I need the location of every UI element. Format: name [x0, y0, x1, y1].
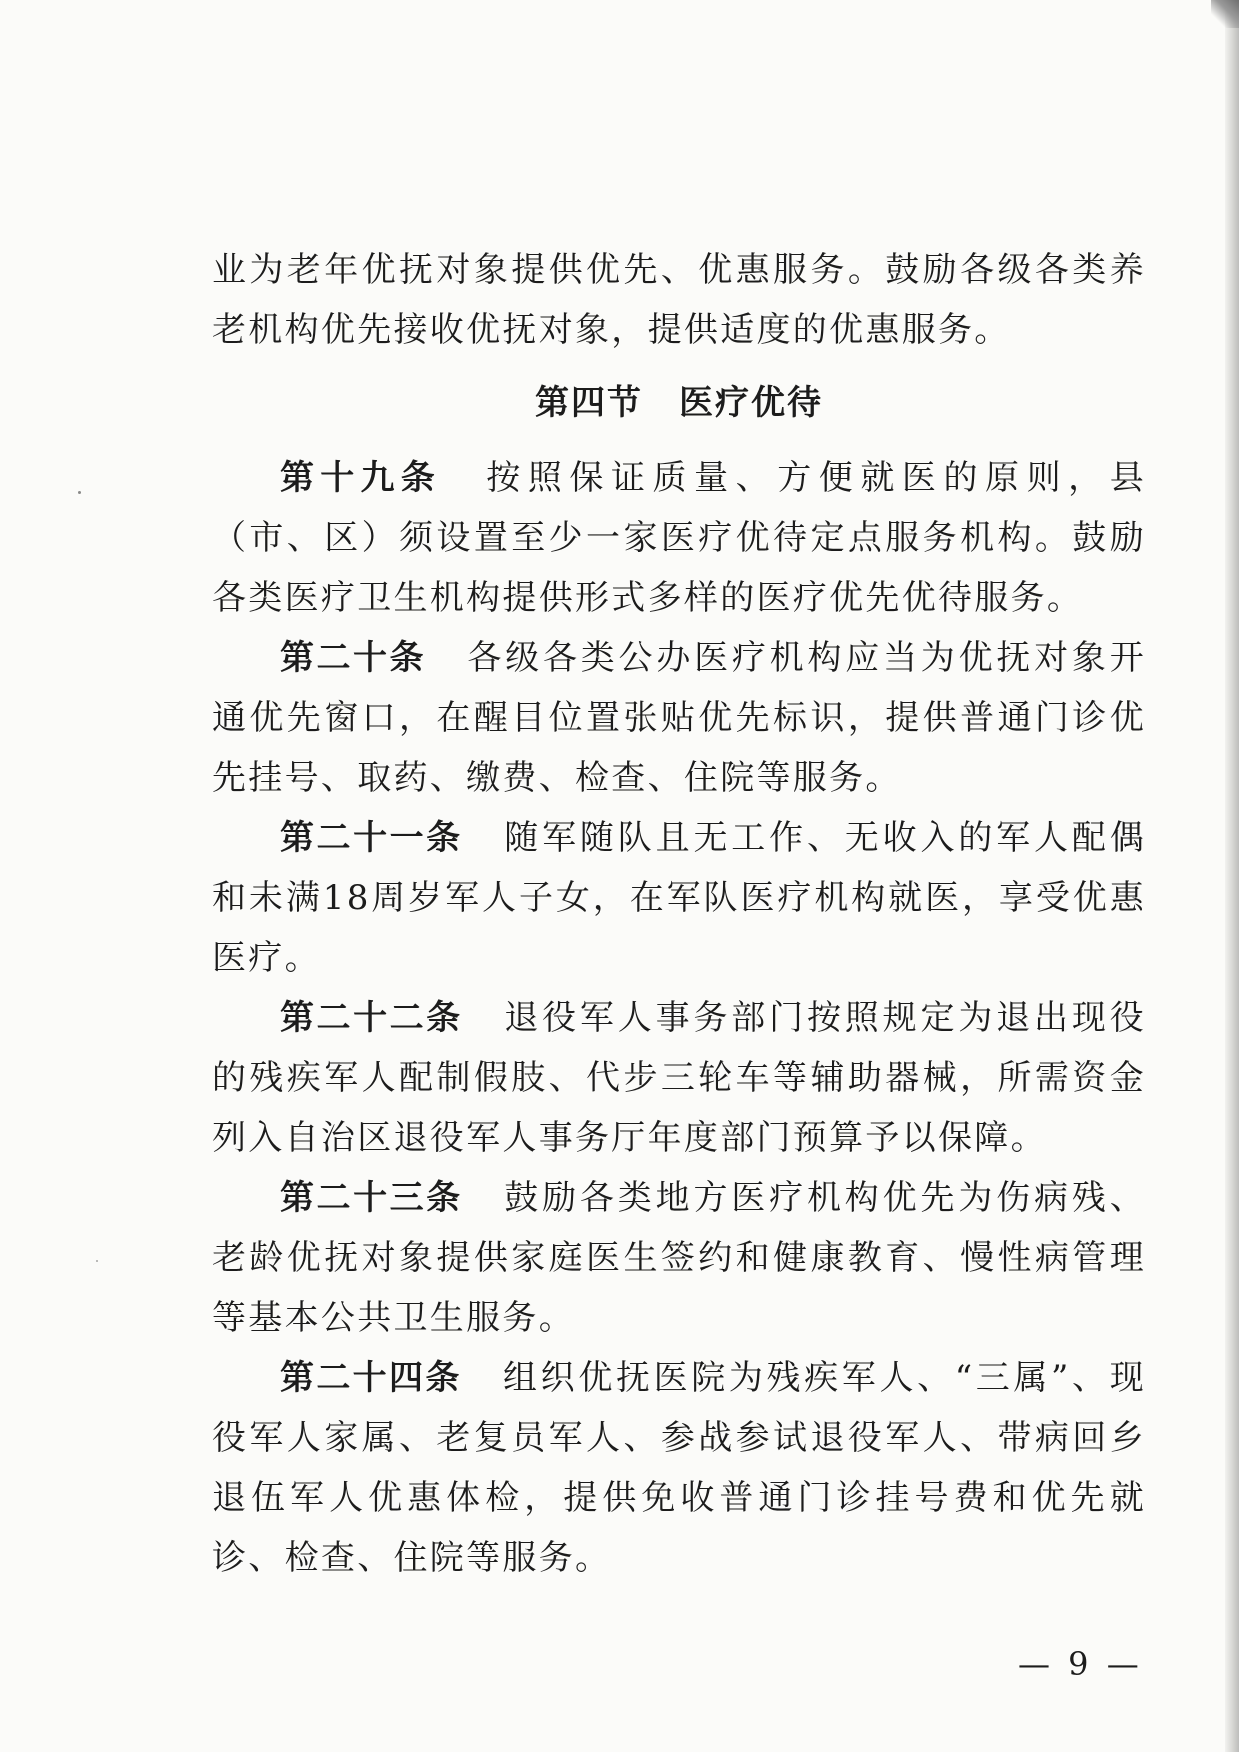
- document-page-body: [212, 240, 1146, 1588]
- article-number: 第二十二条: [280, 998, 463, 1038]
- article-text: 组织优抚医院为残疾军人、“三属”、现役军人家属、老复员军人、参战参试退役军人、带病回乡退伍军人优惠体检，提供免收普通门诊挂号费和优先就诊、检查、住院等服务。: [212, 1358, 1146, 1578]
- article-19: [212, 448, 1146, 628]
- article-22: [212, 988, 1146, 1168]
- article-24: [212, 1348, 1146, 1588]
- article-number: 第二十条: [280, 638, 426, 678]
- section-heading: [212, 372, 1146, 434]
- article-text: 鼓励各类地方医疗机构优先为伤病残、老龄优抚对象提供家庭医生签约和健康教育、慢性病管理等基本公共卫生服务。: [212, 1178, 1146, 1338]
- scan-edge-shadow: [1225, 0, 1239, 1752]
- article-number: 第十九条: [280, 458, 442, 498]
- intro-paragraph: 业为老年优抚对象提供优先、优惠服务。鼓励各级各类养老机构优先接收优抚对象，提供适度的优惠服务。: [212, 250, 1146, 350]
- article-23: [212, 1168, 1146, 1348]
- article-text: 各级各类公办医疗机构应当为优抚对象开通优先窗口，在醒目位置张贴优先标识，提供普通门诊优先挂号、取药、缴费、检查、住院等服务。: [212, 638, 1147, 798]
- page-number: — 9 —: [1018, 1645, 1143, 1683]
- article-number: 第二十四条: [280, 1358, 462, 1398]
- article-text: 按照保证质量、方便就医的原则，县（市、区）须设置至少一家医疗优待定点服务机构。鼓励各类医疗卫生机构提供形式多样的医疗优先优待服务。: [212, 458, 1146, 618]
- article-number: 第二十三条: [280, 1178, 463, 1218]
- article-21: [212, 808, 1146, 988]
- article-text: 退役军人事务部门按照规定为退出现役的残疾军人配制假肢、代步三轮车等辅助器械，所需资金列入自治区退役军人事务厅年度部门预算予以保障。: [212, 998, 1146, 1158]
- section-number: 第四节: [535, 383, 643, 423]
- scan-speck: [96, 1260, 98, 1262]
- article-20: [212, 628, 1146, 808]
- scan-corner-mark: [1211, 0, 1239, 28]
- section-title: 医疗优待: [679, 383, 823, 423]
- article-text: 随军随队且无工作、无收入的军人配偶和未满18周岁军人子女，在军队医疗机构就医，享受优惠医疗。: [212, 818, 1146, 978]
- article-number: 第二十一条: [280, 818, 463, 858]
- scan-speck: [78, 491, 81, 494]
